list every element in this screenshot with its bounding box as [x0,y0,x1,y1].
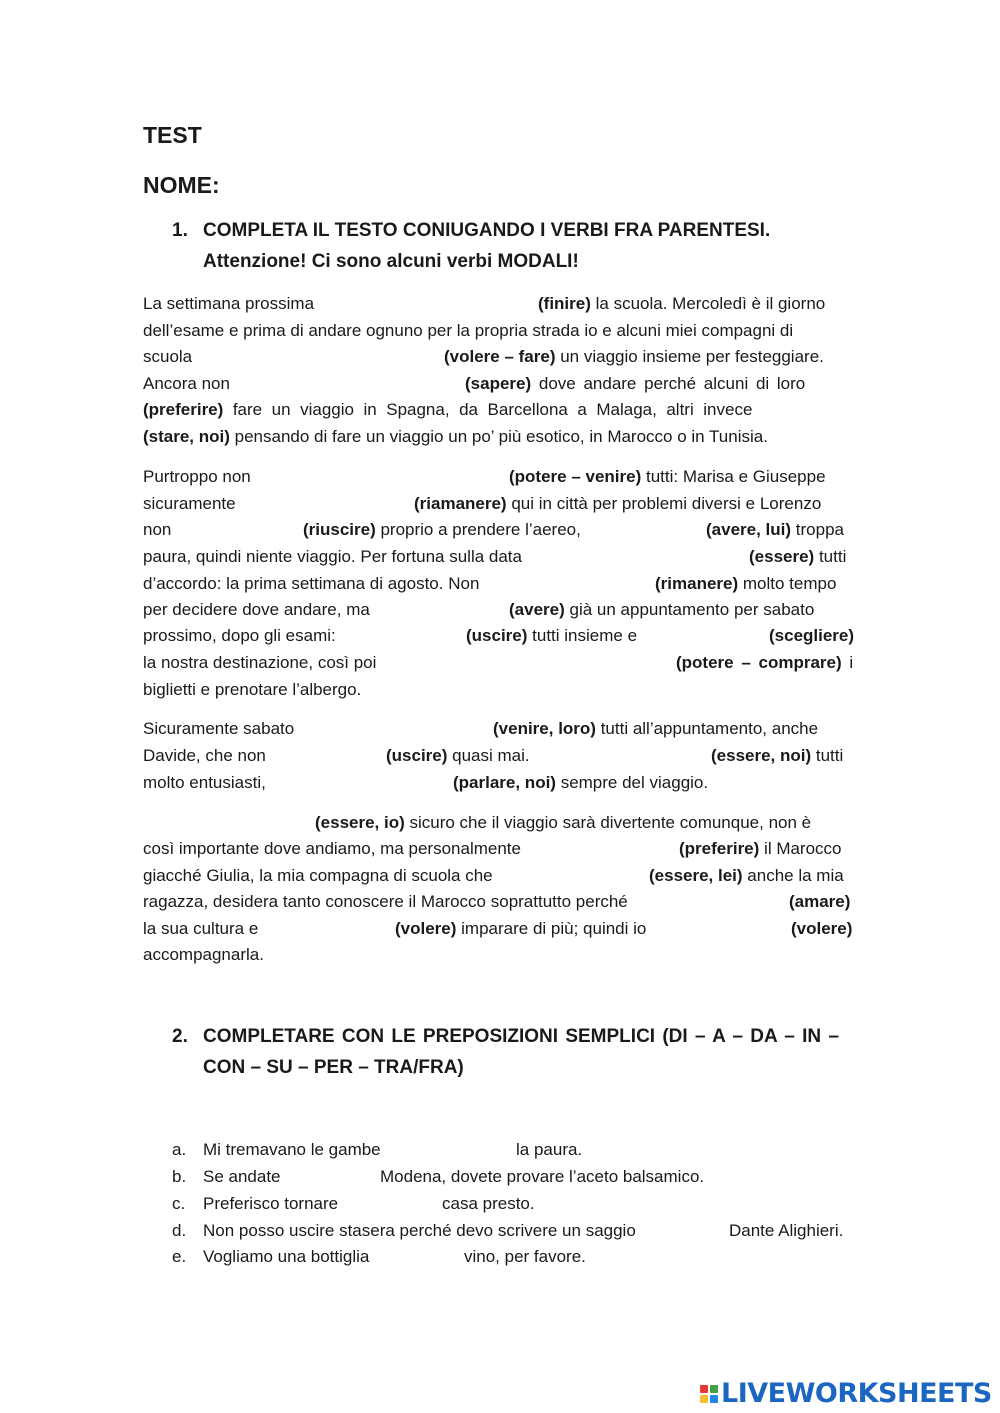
list-item-text: Modena, dovete provare l’aceto balsamico. [380,1167,705,1186]
verb-blank[interactable] [250,491,410,518]
text-line: dell’esame e prima di andare ognuno per la propria strada io e alcuni miei compagni di [143,321,794,340]
text-line: non [143,520,172,539]
verb-blank[interactable] [250,371,460,398]
liveworksheets-logo[interactable] [700,1378,992,1409]
liveworksheets-logo-text: LIVEWORKSHEETS [721,1378,992,1409]
text-line: prossimo, dopo gli esami: [143,626,336,645]
verb-blank[interactable] [560,836,674,863]
verb-blank[interactable] [143,810,309,837]
verb-blank[interactable] [284,770,448,797]
text-line: (preferire) fare un viaggio in Spagna, da Barcellona a Malaga, altri invece [143,400,753,419]
text-line: (finire) la scuola. Mercoledì è il giorno [538,294,826,313]
text-line: Sicuramente sabato [143,719,295,738]
verb-blank[interactable] [180,517,298,544]
section1-title-line2: Attenzione! Ci sono alcuni verbi MODALI! [203,251,579,272]
list-item-text: Vogliamo una bottiglia [203,1247,370,1266]
text-line: (scegliere) [769,626,855,645]
verb-blank[interactable] [562,544,744,571]
text-line: La settimana prossima [143,294,315,313]
text-line: (venire, loro) tutti all’appuntamento, anche [493,719,819,738]
liveworksheets-logo-icon [700,1385,718,1403]
text-line: (avere, lui) troppa [706,520,844,539]
verb-blank[interactable] [280,743,382,770]
preposition-blank[interactable] [356,1191,438,1218]
text-line: (potere – venire) tutti: Marisa e Giuseppe [509,467,826,486]
list-item-text: casa presto. [442,1194,535,1213]
verb-blank[interactable] [330,291,535,318]
text-line: ragazza, desidera tanto conoscere il Marocco soprattutto perché [143,892,628,911]
text-line: Davide, che non [143,746,266,765]
text-line: (essere, io) sicuro che il viaggio sarà divertente comunque, non è [315,813,812,832]
text-line: (essere) tutti [749,547,847,566]
logo-square-icon [700,1395,708,1403]
text-line: (riuscire) proprio a prendere l’aereo, [303,520,581,539]
verb-blank[interactable] [200,344,440,371]
section2-title-line1: COMPLETARE CON LE PREPOSIZIONI SEMPLICI (DI – A – DA – IN – [203,1026,839,1047]
text-line: la sua cultura e [143,919,259,938]
verb-blank[interactable] [676,889,782,916]
logo-square-icon [710,1395,718,1403]
verb-blank[interactable] [400,597,504,624]
list-item-text: la paura. [516,1140,583,1159]
text-line: (uscire) tutti insieme e [466,626,638,645]
section2-title-line2: CON – SU – PER – TRA/FRA) [203,1057,464,1078]
preposition-blank[interactable] [665,1218,725,1245]
verb-blank[interactable] [680,916,786,943]
list-item-letter: d. [172,1221,187,1240]
text-line: (volere) [791,919,853,938]
preposition-blank[interactable] [405,1137,510,1164]
preposition-blank[interactable] [288,1164,376,1191]
preposition-blank[interactable] [392,1244,460,1271]
verb-blank[interactable] [610,517,702,544]
name-label: NOME: [143,172,220,198]
text-line: (uscire) quasi mai. [386,746,530,765]
text-line: così importante dove andiamo, ma personalmente [143,839,521,858]
verb-blank[interactable] [268,464,504,491]
text-line: la nostra destinazione, così poi [143,653,377,672]
verb-blank[interactable] [512,571,650,598]
section1-title-line1: COMPLETA IL TESTO CONIUGANDO I VERBI FRA PARENTESI. [203,220,771,241]
text-line: (sapere) dove andare perché alcuni di loro [465,374,806,393]
text-line: (essere, noi) tutti [711,746,844,765]
text-line: per decidere dove andare, ma [143,600,370,619]
text-line: sicuramente [143,494,236,513]
text-line: (amare) [789,892,851,911]
list-item-text: Mi tremavano le gambe [203,1140,381,1159]
verb-blank[interactable] [272,916,390,943]
text-line: (volere) imparare di più; quindi io [395,919,647,938]
test-label: TEST [143,122,202,148]
list-item-letter: c. [172,1194,186,1213]
logo-square-icon [710,1385,718,1393]
verb-blank[interactable] [540,743,706,770]
section1-number: 1. [172,220,188,241]
text-line: (avere) già un appuntamento per sabato [509,600,815,619]
text-line: (parlare, noi) sempre del viaggio. [453,773,709,792]
verb-blank[interactable] [522,863,644,890]
text-line: (volere – fare) un viaggio insieme per festeggiare. [444,347,824,366]
text-line: (riamanere) qui in città per problemi diversi e Lorenzo [414,494,822,513]
text-line: scuola [143,347,193,366]
text-line: biglietti e prenotare l’albergo. [143,680,362,699]
list-item-text: Non posso uscire stasera perché devo scrivere un saggio [203,1221,636,1240]
text-line: (potere – comprare) i [676,653,854,672]
text-line: (stare, noi) pensando di fare un viaggio un po’ più esotico, in Marocco o in Tunisia. [143,427,768,446]
verb-blank[interactable] [365,623,461,650]
list-item-text: vino, per favore. [464,1247,586,1266]
text-line: Purtroppo non [143,467,251,486]
text-line: paura, quindi niente viaggio. Per fortuna sulla data [143,547,522,566]
verb-blank[interactable] [400,650,670,677]
section2-number: 2. [172,1026,188,1047]
text-line: (preferire) il Marocco [679,839,842,858]
verb-blank[interactable] [312,716,488,743]
verb-blank[interactable] [655,623,765,650]
text-line: accompagnarla. [143,945,264,964]
text-line: Ancora non [143,374,230,393]
text-line: d’accordo: la prima settimana di agosto. Non [143,574,480,593]
list-item-text: Preferisco tornare [203,1194,339,1213]
text-line: (rimanere) molto tempo [655,574,837,593]
list-item-letter: b. [172,1167,187,1186]
text-line: (essere, lei) anche la mia [649,866,844,885]
text-line: giacché Giulia, la mia compagna di scuola che [143,866,493,885]
logo-square-icon [700,1385,708,1393]
list-item-letter: e. [172,1247,187,1266]
text-line: molto entusiasti, [143,773,266,792]
list-item-text: Se andate [203,1167,281,1186]
list-item-letter: a. [172,1140,187,1159]
list-item-text: Dante Alighieri. [729,1221,844,1240]
